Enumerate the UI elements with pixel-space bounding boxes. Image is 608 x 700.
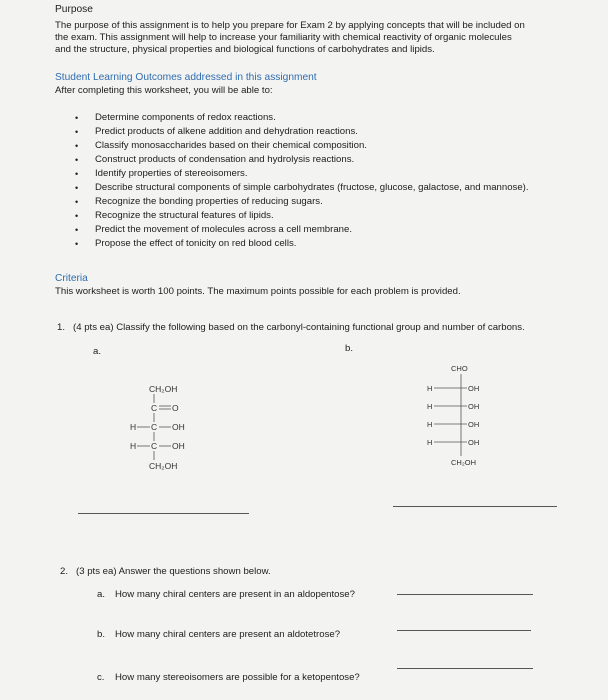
mol-a-c1: C — [151, 422, 158, 432]
q1-number: 1. — [57, 322, 66, 333]
outcome-item: Identify properties of stereoisomers. — [95, 168, 248, 179]
mol-b-row2-oh: OH — [468, 402, 480, 411]
purpose-line-1: The purpose of this assignment is to help you prepare for Exam 2 by applying concepts that will be included on — [55, 20, 525, 31]
mol-a-c2: C — [151, 441, 158, 451]
mol-a-h2: H — [130, 441, 137, 451]
mol-b-row3-oh: OH — [468, 420, 480, 429]
mol-a-carbonyl-c: C — [151, 403, 158, 413]
q2-c-answer-line[interactable] — [397, 668, 533, 669]
mol-a-oh2: OH — [172, 441, 185, 451]
bullet: • — [75, 211, 79, 221]
mol-a-carbonyl-o: O — [172, 403, 179, 413]
q1-a-answer-line[interactable] — [78, 513, 249, 514]
outcome-item: Describe structural components of simple carbohydrates (fructose, glucose, galactose, and mannose). — [95, 182, 529, 193]
outcome-item: Construct products of condensation and hydrolysis reactions. — [95, 154, 355, 165]
bullet: • — [75, 197, 79, 207]
q1-a-label: a. — [93, 346, 102, 357]
mol-b-row1-h: H — [427, 384, 433, 393]
q2-part-c-label: c. — [97, 672, 105, 683]
bullet: • — [75, 239, 79, 249]
mol-a-top: CH₂OH — [149, 384, 178, 394]
outcome-item: Recognize the structural features of lipids. — [95, 210, 274, 221]
outcome-item: Recognize the bonding properties of reducing sugars. — [95, 196, 323, 207]
mol-b-row2-h: H — [427, 402, 433, 411]
purpose-line-3: and the structure, physical properties and biological functions of carbohydrates and lipids. — [55, 44, 435, 55]
mol-a-h1: H — [130, 422, 137, 432]
bullet: • — [75, 169, 79, 179]
mol-b-row4-h: H — [427, 438, 433, 447]
outcome-item: Predict the movement of molecules across a cell membrane. — [95, 224, 353, 235]
q2-a-answer-line[interactable] — [397, 594, 533, 595]
outcome-item: Propose the effect of tonicity on red blood cells. — [95, 238, 297, 249]
bullet: • — [75, 155, 79, 165]
q2-part-b-label: b. — [97, 629, 106, 640]
mol-b-row1-oh: OH — [468, 384, 480, 393]
mol-b-top: CHO — [451, 364, 468, 373]
q2-b-answer-line[interactable] — [397, 630, 531, 631]
outcomes-heading: Student Learning Outcomes addressed in this assignment — [55, 72, 317, 83]
outcomes-intro: After completing this worksheet, you will be able to: — [55, 85, 273, 96]
q2-part-a-label: a. — [97, 589, 106, 600]
q2-number: 2. — [60, 566, 69, 577]
bullet: • — [75, 141, 79, 151]
q1-b-label: b. — [345, 343, 354, 354]
mol-b-row4-oh: OH — [468, 438, 480, 447]
purpose-line-2: the exam. This assignment will help to increase your familiarity with chemical reactivity of organic molecules — [55, 32, 512, 43]
q1-b-answer-line[interactable] — [393, 506, 557, 507]
criteria-heading: Criteria — [55, 273, 88, 284]
q2-part-b-text: How many chiral centers are present an aldotetrose? — [115, 629, 341, 640]
bullet: • — [75, 113, 79, 123]
mol-b-row3-h: H — [427, 420, 433, 429]
q2-part-a-text: How many chiral centers are present in an aldopentose? — [115, 589, 355, 600]
bullet: • — [75, 127, 79, 137]
purpose-heading: Purpose — [55, 4, 93, 15]
criteria-text: This worksheet is worth 100 points. The maximum points possible for each problem is provided. — [55, 286, 461, 297]
mol-a-oh1: OH — [172, 422, 185, 432]
outcome-item: Determine components of redox reactions. — [95, 112, 276, 123]
molecule-a-structure — [115, 378, 205, 478]
q2-text: (3 pts ea) Answer the questions shown below. — [76, 566, 271, 577]
outcome-item: Predict products of alkene addition and dehydration reactions. — [95, 126, 358, 137]
molecule-b-structure — [420, 360, 510, 472]
q2-part-c-text: How many stereoisomers are possible for a ketopentose? — [115, 672, 360, 683]
mol-b-bottom: CH₂OH — [451, 458, 476, 467]
mol-a-bottom: CH₂OH — [149, 461, 178, 471]
bullet: • — [75, 183, 79, 193]
mol-b-bonds — [434, 374, 467, 456]
bullet: • — [75, 225, 79, 235]
outcome-item: Classify monosaccharides based on their chemical composition. — [95, 140, 367, 151]
q1-text: (4 pts ea) Classify the following based on the carbonyl-containing functional group and number of carbons. — [73, 322, 525, 333]
